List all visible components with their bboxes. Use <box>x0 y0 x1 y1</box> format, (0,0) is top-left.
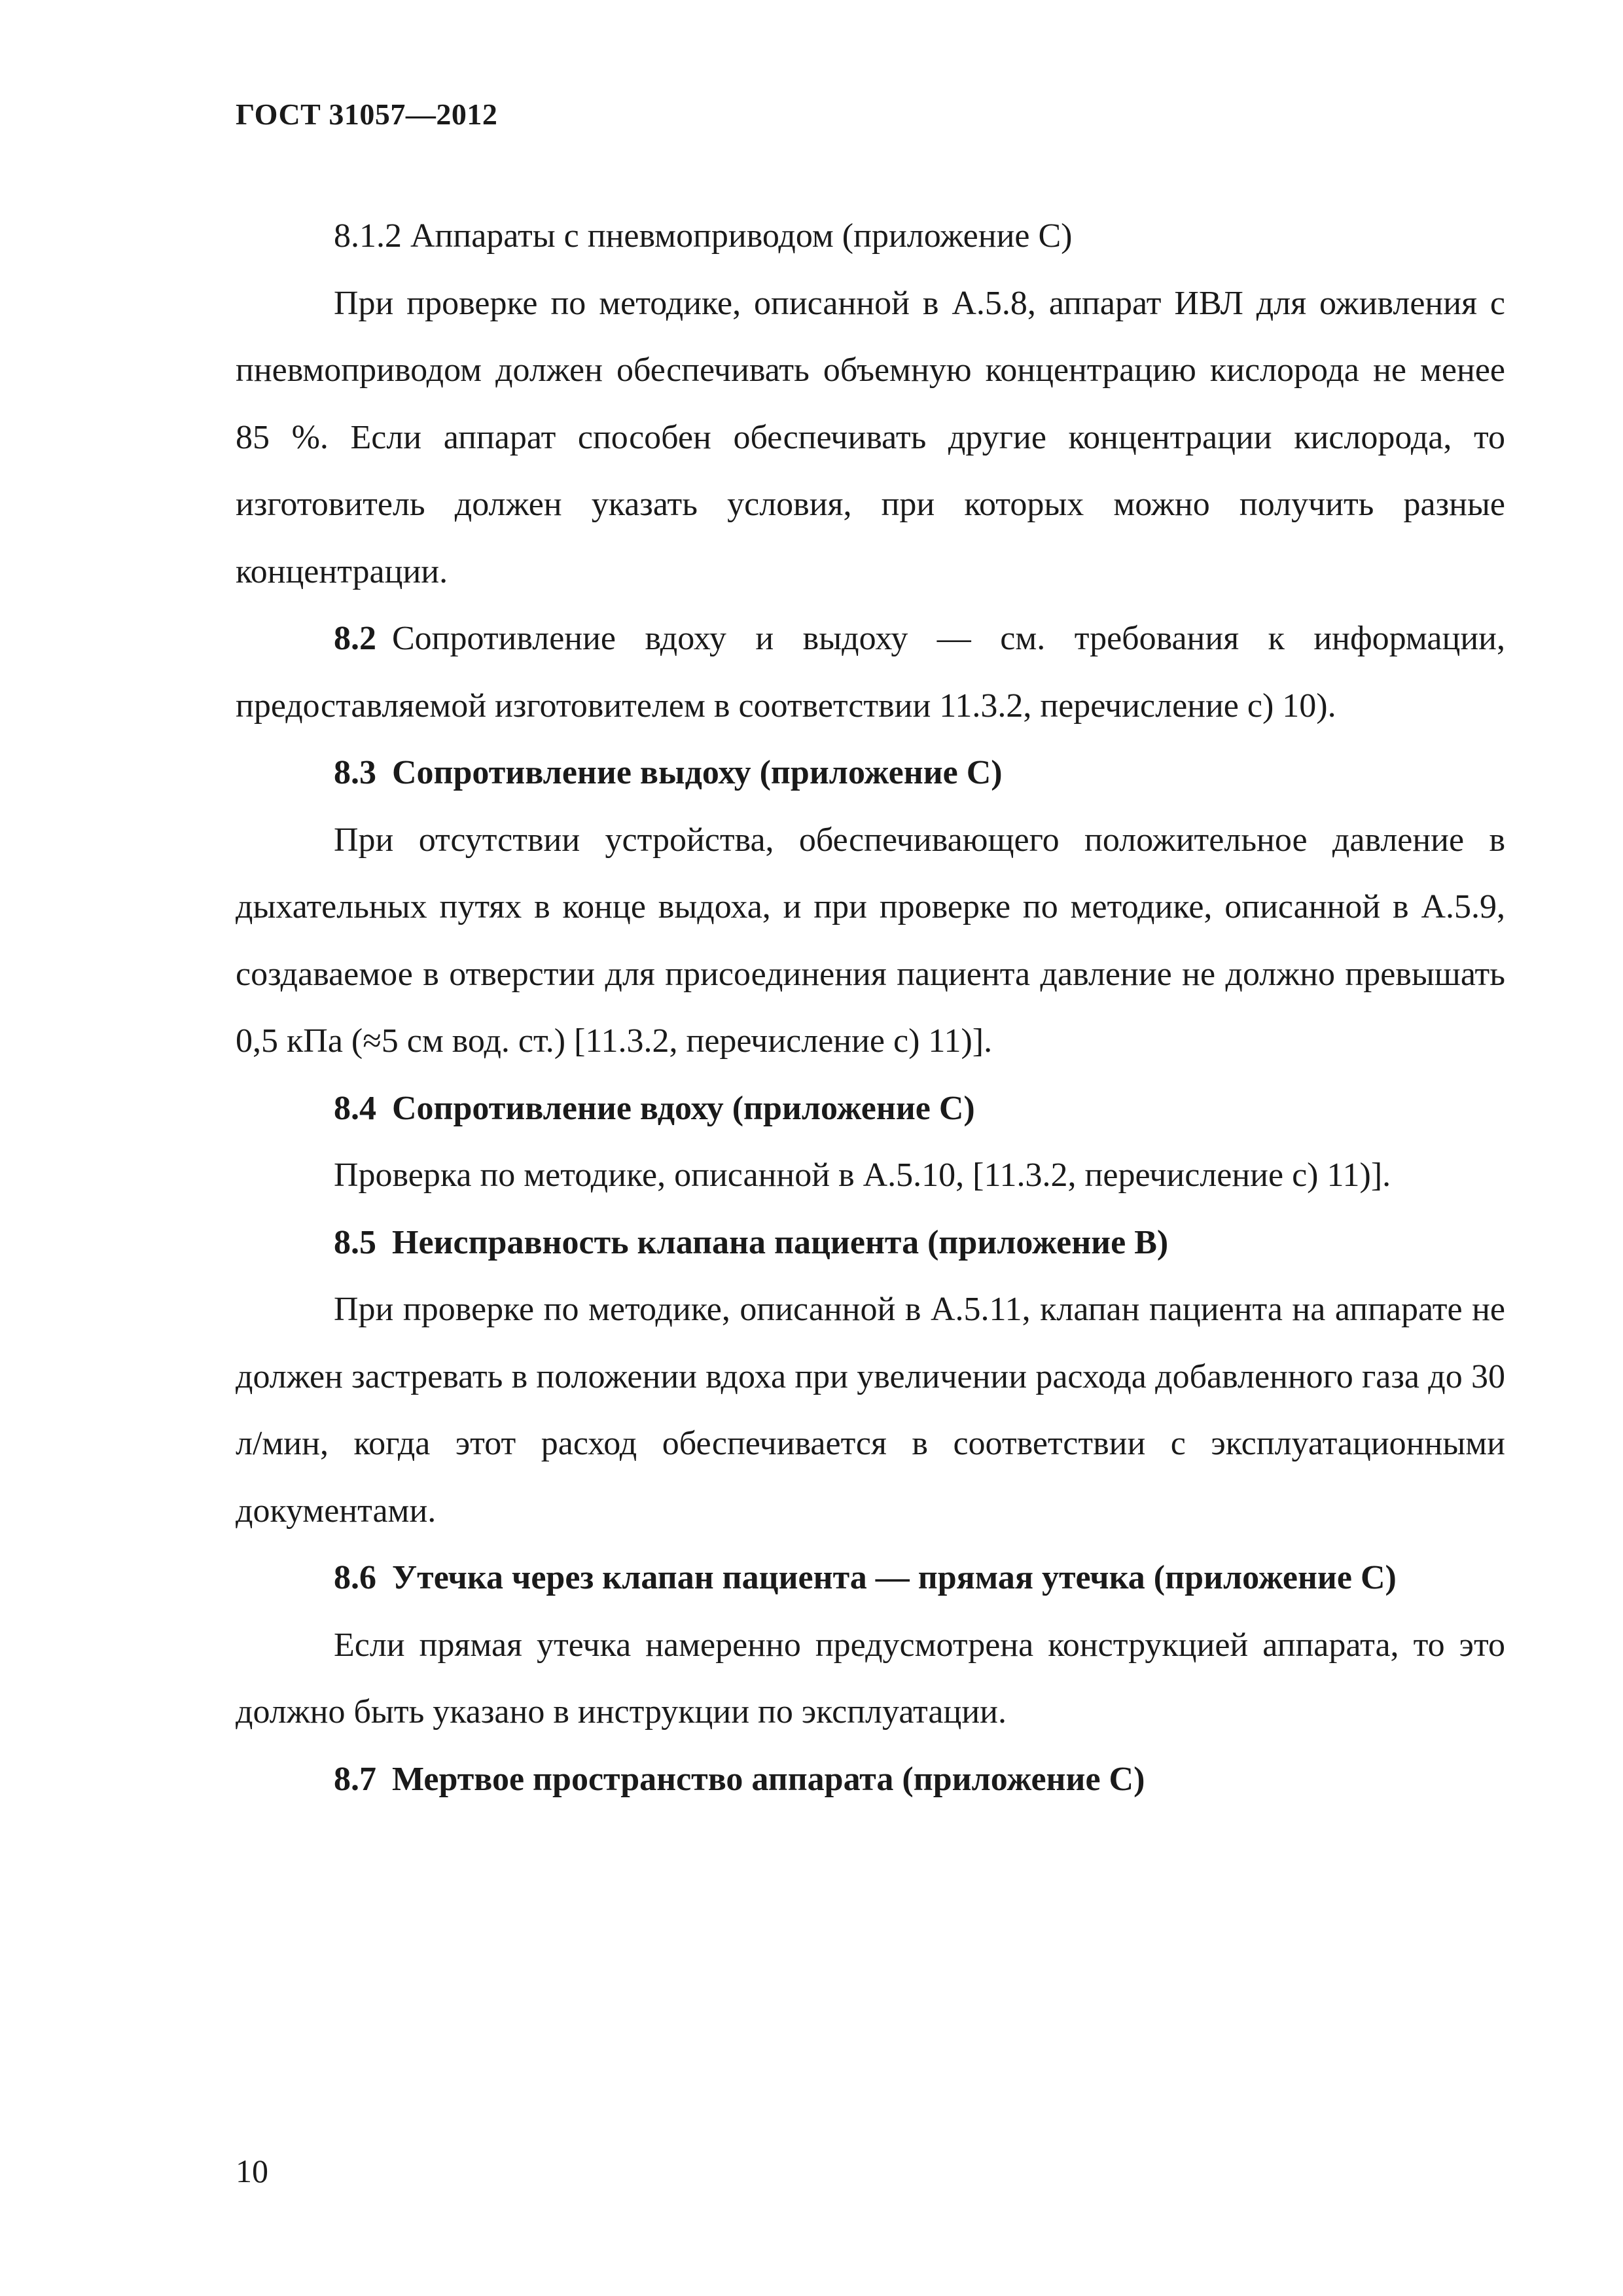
paragraph-8-2 <box>236 605 1505 740</box>
section-number-8-4: 8.4 <box>334 1089 376 1127</box>
section-8-7-heading <box>236 1746 1505 1814</box>
section-number-8-6: 8.6 <box>334 1559 376 1596</box>
document-body <box>236 203 1505 1813</box>
section-8-6-heading <box>236 1545 1505 1612</box>
section-title-8-6: Утечка через клапан пациента — прямая утечка (приложение С) <box>392 1559 1397 1596</box>
section-8-4-heading <box>236 1075 1505 1143</box>
paragraph-8-6-body: Если прямая утечка намеренно предусмотрена конструкцией аппарата, то это должно быть указано в инструкции по эксплуатации. <box>236 1626 1505 1731</box>
section-title-8-7: Мертвое пространство аппарата (приложение С) <box>392 1760 1145 1798</box>
paragraph-8-1-2-body: При проверке по методике, описанной в А.5.8, аппарат ИВЛ для оживления с пневмоприводом должен обеспечивать объемную концентрацию кислорода не менее 85 %. Если аппарат способен обеспечивать другие концентрации кислорода, то изготовитель должен указать условия, при которых можно получить разные концентрации. <box>236 284 1505 590</box>
subsection-8-1-2-heading: 8.1.2 Аппараты с пневмоприводом (приложение С) <box>334 217 1073 255</box>
section-title-8-5: Неисправность клапана пациента (приложение В) <box>392 1223 1169 1261</box>
section-title-8-4: Сопротивление вдоху (приложение С) <box>392 1089 975 1127</box>
section-number-8-3: 8.3 <box>334 754 376 791</box>
paragraph-8-2-text: Сопротивление вдоху и выдоху — см. требования к информации, предоставляемой изготовителем в соответствии 11.3.2, перечисление с) 10). <box>236 620 1505 725</box>
paragraph-8-3-body: При отсутствии устройства, обеспечивающего положительное давление в дыхательных путях в конце выдоха, и при проверке по методике, описанной в А.5.9, создаваемое в отверстии для присоединения пациента давление не должно превышать 0,5 кПа (≈5 см вод. ст.) [11.3.2, перечисление с) 11)]. <box>236 821 1505 1060</box>
section-number-8-5: 8.5 <box>334 1223 376 1261</box>
section-title-8-3: Сопротивление выдоху (приложение С) <box>392 754 1003 791</box>
paragraph-8-5-body: При проверке по методике, описанной в А.5.11, клапан пациента на аппарате не должен застревать в положении вдоха при увеличении расхода добавленного газа до 30 л/мин, когда этот расход обеспечивается в соответствии с эксплуатационными документами. <box>236 1291 1505 1530</box>
document-header: ГОСТ 31057—2012 <box>236 98 498 131</box>
section-8-5-heading <box>236 1210 1505 1277</box>
section-number-8-7: 8.7 <box>334 1760 376 1798</box>
section-8-3-heading <box>236 740 1505 807</box>
section-number-8-2: 8.2 <box>334 620 376 657</box>
page-number: 10 <box>236 2153 268 2189</box>
paragraph-8-4-body: Проверка по методике, описанной в А.5.10, [11.3.2, перечисление с) 11)]. <box>334 1157 1391 1194</box>
